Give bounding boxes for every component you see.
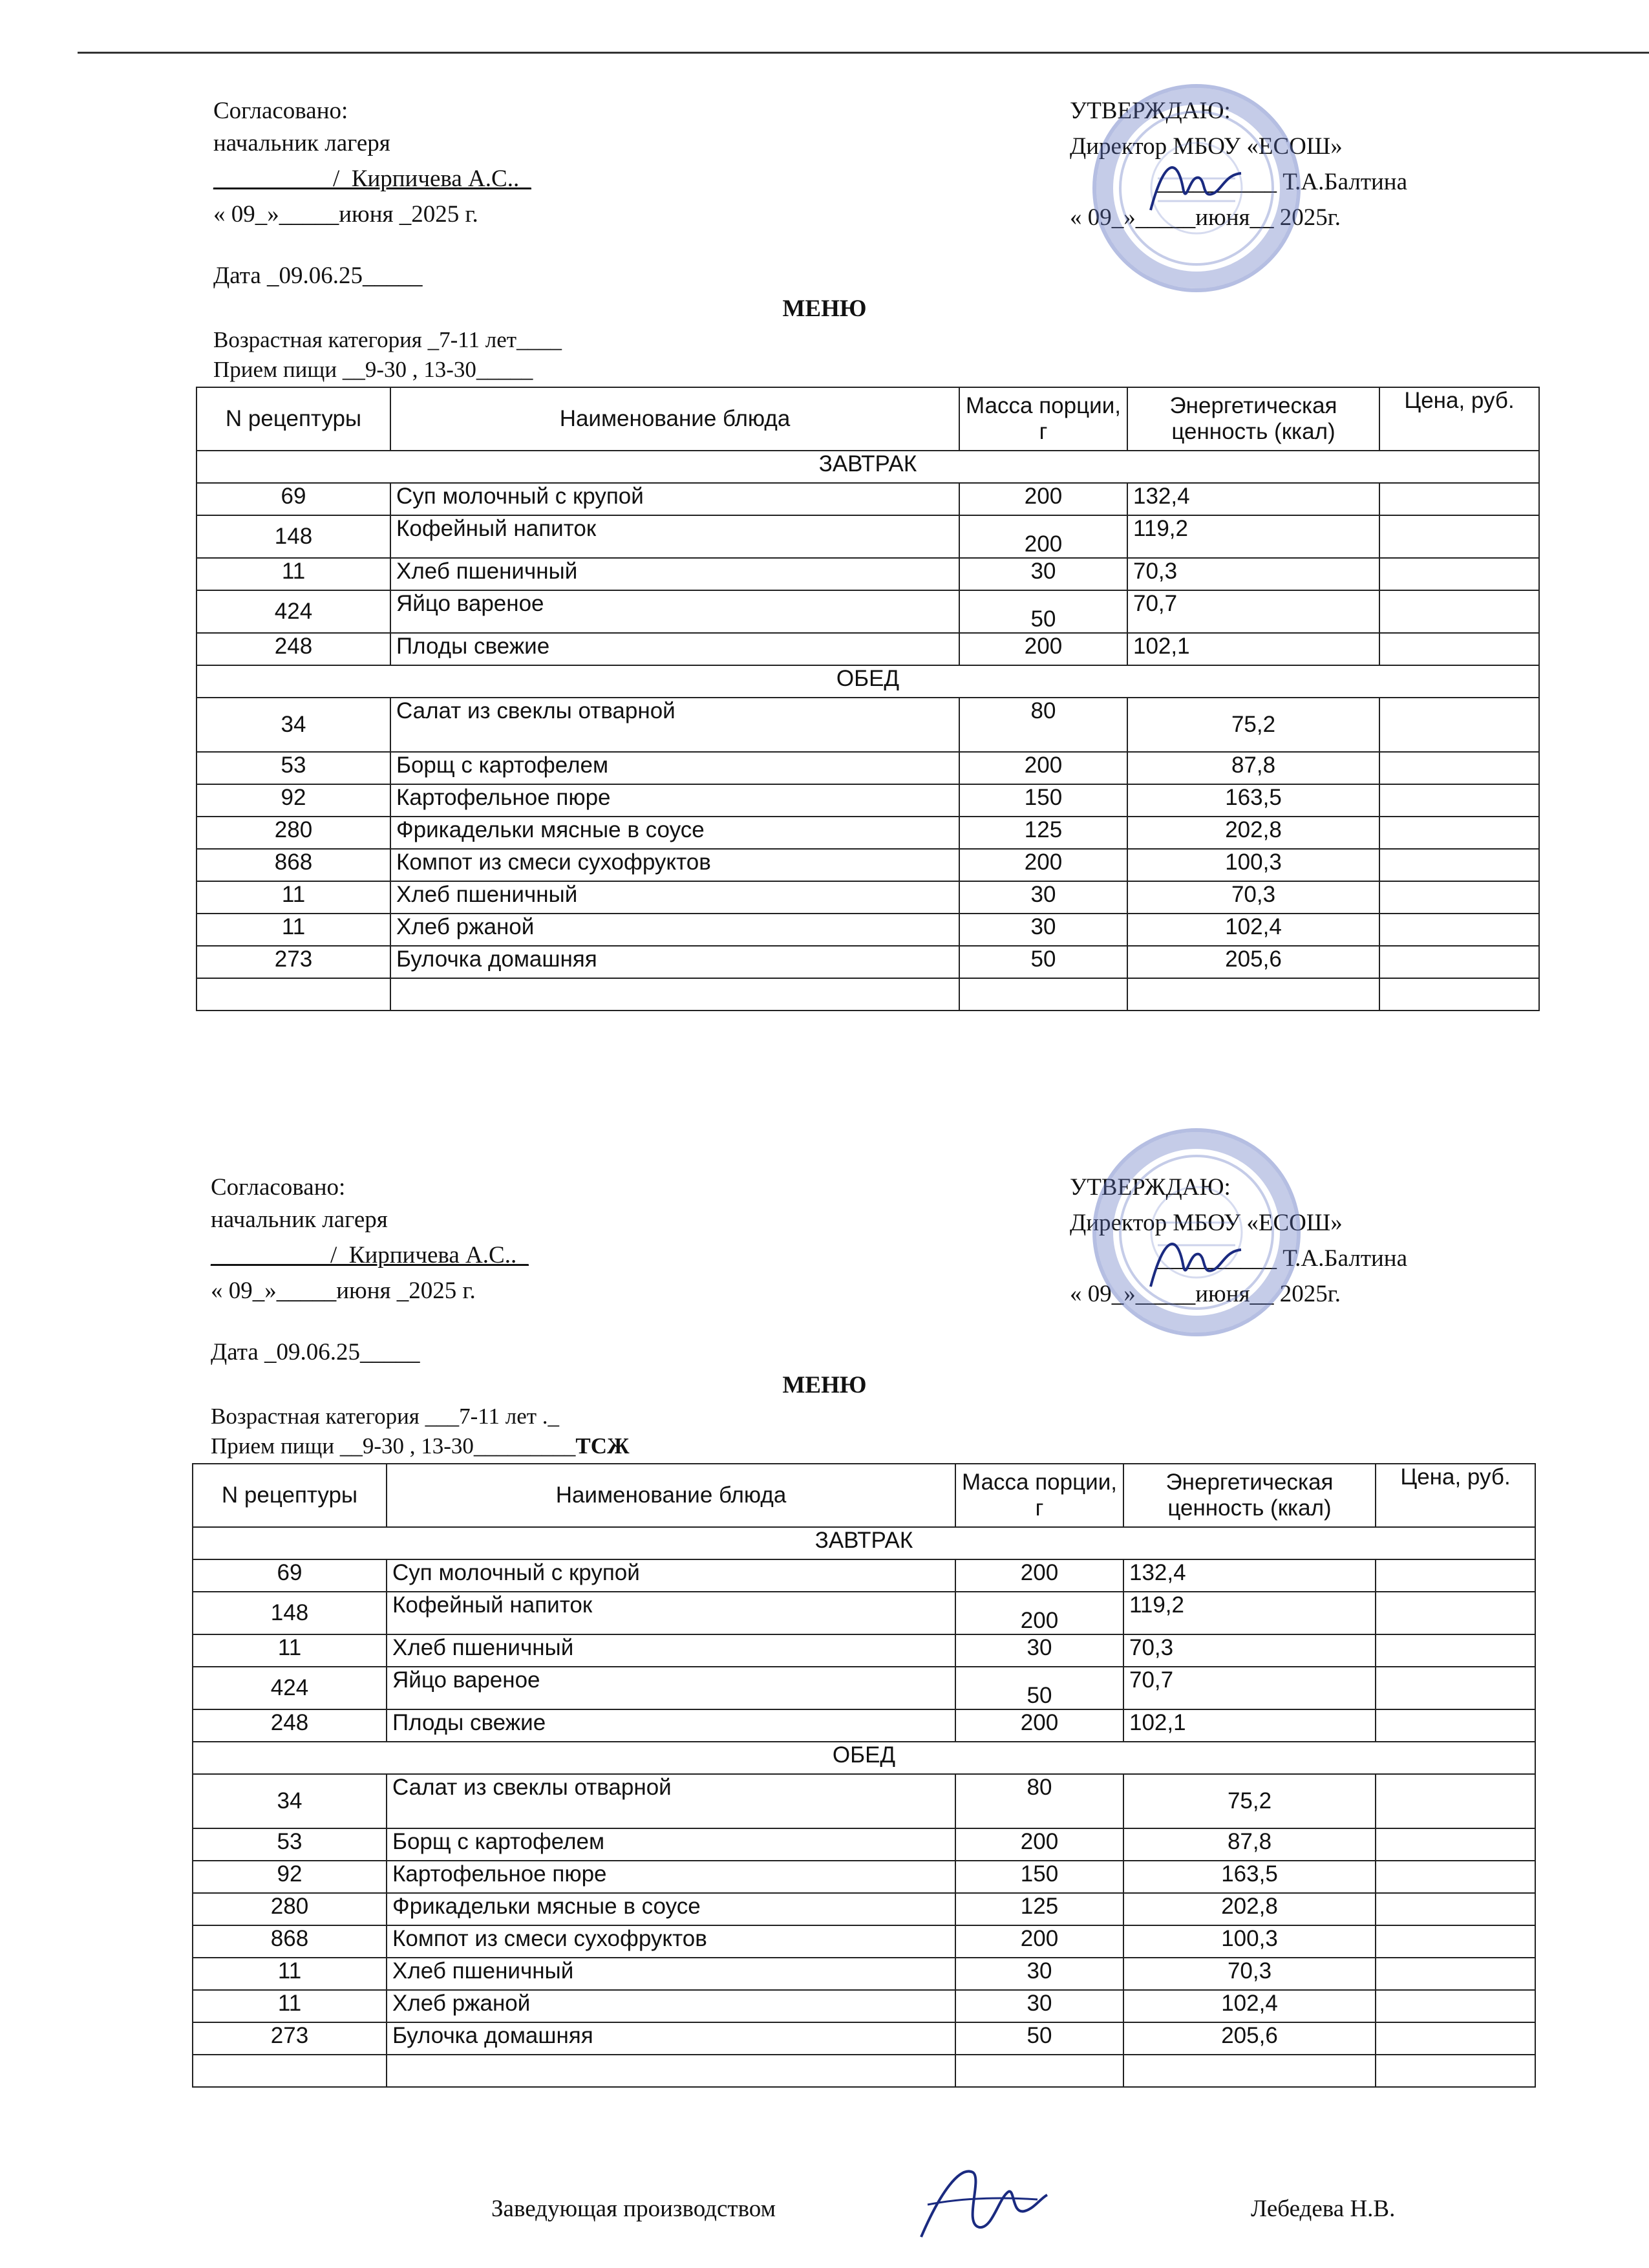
recipe-number: 34 [193, 1774, 387, 1828]
energy-value: 102,4 [1123, 1990, 1376, 2022]
price-value [1376, 1592, 1535, 1634]
dish-name: Плоды свежие [390, 633, 959, 665]
energy-value: 163,5 [1123, 1861, 1376, 1893]
portion-mass: 50 [955, 1667, 1123, 1709]
portion-mass: 200 [955, 1592, 1123, 1634]
section-title: ЗАВТРАК [197, 451, 1539, 483]
recipe-number: 868 [197, 849, 390, 881]
energy-value: 70,3 [1123, 1634, 1376, 1667]
section-row [197, 451, 1539, 483]
table-row [197, 881, 1539, 914]
dish-name: Салат из свеклы отварной [387, 1774, 955, 1828]
energy-value: 102,4 [1127, 914, 1379, 946]
header-price: Цена, руб. [1379, 387, 1539, 451]
approve-role: Директор МБОУ «ЕСОШ» [1070, 1210, 1343, 1236]
recipe-number: 11 [193, 1990, 387, 2022]
header-mass: Масса порции, г [955, 1464, 1123, 1527]
table-row [193, 1990, 1535, 2022]
table-row [193, 1828, 1535, 1861]
recipe-number: 92 [193, 1861, 387, 1893]
portion-mass: 50 [959, 590, 1127, 633]
table-row [193, 1774, 1535, 1828]
table-row [197, 817, 1539, 849]
meal-suffix: ТСЖ [575, 1433, 630, 1459]
section-row [193, 1742, 1535, 1774]
recipe-number: 11 [197, 881, 390, 914]
portion-mass: 200 [955, 1559, 1123, 1592]
recipe-number: 11 [193, 1634, 387, 1667]
dish-name: Хлеб пшеничный [387, 1958, 955, 1990]
approve-label: УТВЕРЖДАЮ: [1070, 98, 1231, 124]
price-value [1376, 1774, 1535, 1828]
empty-cell [955, 2055, 1123, 2087]
portion-mass: 200 [955, 1828, 1123, 1861]
footer-role: Заведующая производством [491, 2196, 776, 2222]
agreed-date-line: « 09_»_____июня _2025 г. [211, 1278, 476, 1304]
table-row [197, 558, 1539, 590]
table-row [197, 946, 1539, 978]
portion-mass: 30 [955, 1958, 1123, 1990]
table-row [193, 2022, 1535, 2055]
meal-time-value: Прием пищи __9-30 , 13-30_________ [211, 1433, 576, 1459]
table-row [193, 1634, 1535, 1667]
energy-value: 119,2 [1123, 1592, 1376, 1634]
recipe-number: 11 [197, 914, 390, 946]
portion-mass: 30 [959, 914, 1127, 946]
empty-cell [387, 2055, 955, 2087]
table-row [193, 1559, 1535, 1592]
section-title: ОБЕД [197, 665, 1539, 698]
portion-mass: 200 [959, 849, 1127, 881]
empty-cell [1127, 978, 1379, 1011]
energy-value: 75,2 [1127, 698, 1379, 752]
recipe-number: 92 [197, 784, 390, 817]
agreed-sign-line: __________/_Кирпичева А.С.._ [211, 1242, 529, 1268]
energy-value: 202,8 [1127, 817, 1379, 849]
dish-name: Суп молочный с крупой [390, 483, 959, 515]
header-energy: Энергетическая ценность (ккал) [1123, 1464, 1376, 1527]
director-signature-icon [1138, 1225, 1254, 1303]
portion-mass: 50 [955, 2022, 1123, 2055]
price-value [1376, 1828, 1535, 1861]
portion-mass: 200 [959, 633, 1127, 665]
menu-sheet-1 [0, 0, 1649, 1060]
price-value [1379, 849, 1539, 881]
table-row [193, 1592, 1535, 1634]
table-row [193, 1667, 1535, 1709]
recipe-number: 11 [193, 1958, 387, 1990]
energy-value: 163,5 [1127, 784, 1379, 817]
price-value [1379, 633, 1539, 665]
price-value [1376, 1667, 1535, 1709]
dish-name: Кофейный напиток [390, 515, 959, 558]
dish-name: Суп молочный с крупой [387, 1559, 955, 1592]
age-category-line: Возрастная категория _7-11 лет____ [213, 327, 562, 352]
energy-value: 102,1 [1123, 1709, 1376, 1742]
recipe-number: 69 [193, 1559, 387, 1592]
date-line: Дата _09.06.25_____ [211, 1339, 420, 1365]
empty-cell [197, 978, 390, 1011]
table-row [193, 1709, 1535, 1742]
price-value [1379, 946, 1539, 978]
price-value [1376, 1990, 1535, 2022]
footer-name: Лебедева Н.В. [1251, 2196, 1396, 2222]
price-value [1376, 1634, 1535, 1667]
dish-name: Хлеб ржаной [390, 914, 959, 946]
price-value [1379, 698, 1539, 752]
dish-name: Плоды свежие [387, 1709, 955, 1742]
recipe-number: 148 [193, 1592, 387, 1634]
price-value [1379, 817, 1539, 849]
energy-value: 75,2 [1123, 1774, 1376, 1828]
table-row [193, 1958, 1535, 1990]
dish-name: Картофельное пюре [387, 1861, 955, 1893]
price-value [1376, 1861, 1535, 1893]
dish-name: Яйцо вареное [387, 1667, 955, 1709]
price-value [1379, 483, 1539, 515]
recipe-number: 248 [193, 1709, 387, 1742]
portion-mass: 150 [959, 784, 1127, 817]
dish-name: Хлеб ржаной [387, 1990, 955, 2022]
recipe-number: 53 [193, 1828, 387, 1861]
recipe-number: 11 [197, 558, 390, 590]
recipe-number: 69 [197, 483, 390, 515]
section-row [193, 1527, 1535, 1559]
approve-role: Директор МБОУ «ЕСОШ» [1070, 133, 1343, 160]
recipe-number: 248 [197, 633, 390, 665]
empty-cell [390, 978, 959, 1011]
agreed-role: начальник лагеря [213, 130, 390, 156]
menu-title: МЕНЮ [782, 295, 867, 322]
energy-value: 87,8 [1123, 1828, 1376, 1861]
table-header-row [197, 387, 1539, 451]
section-title: ЗАВТРАК [193, 1527, 1535, 1559]
agreed-label: Согласовано: [213, 98, 348, 124]
dish-name: Хлеб пшеничный [390, 558, 959, 590]
recipe-number: 273 [197, 946, 390, 978]
meal-time-line: Прием пищи __9-30 , 13-30_____ [213, 357, 533, 382]
table-row [193, 1861, 1535, 1893]
meal-time-line [211, 1432, 630, 1460]
price-value [1379, 881, 1539, 914]
section-row [197, 665, 1539, 698]
recipe-number: 424 [197, 590, 390, 633]
approve-date-line: « 09_»_____июня__ 2025г. [1070, 1281, 1341, 1307]
empty-cell [1123, 2055, 1376, 2087]
portion-mass: 125 [955, 1893, 1123, 1925]
approve-date-line: « 09_»_____июня__ 2025г. [1070, 204, 1341, 231]
portion-mass: 200 [955, 1925, 1123, 1958]
dish-name: Кофейный напиток [387, 1592, 955, 1634]
portion-mass: 30 [955, 1634, 1123, 1667]
dish-name: Компот из смеси сухофруктов [387, 1925, 955, 1958]
price-value [1376, 1958, 1535, 1990]
price-value [1379, 914, 1539, 946]
portion-mass: 30 [959, 558, 1127, 590]
table-row [197, 784, 1539, 817]
header-name: Наименование блюда [387, 1464, 955, 1527]
approve-sign-line: __________ Т.А.Балтина [1157, 1245, 1408, 1272]
approve-label: УТВЕРЖДАЮ: [1070, 1174, 1231, 1201]
energy-value: 70,3 [1127, 881, 1379, 914]
energy-value: 205,6 [1127, 946, 1379, 978]
menu-table [192, 1463, 1536, 2088]
portion-mass: 125 [959, 817, 1127, 849]
table-row [193, 1893, 1535, 1925]
price-value [1379, 752, 1539, 784]
energy-value: 70,3 [1123, 1958, 1376, 1990]
energy-value: 119,2 [1127, 515, 1379, 558]
header-mass: Масса порции, г [959, 387, 1127, 451]
table-row [197, 752, 1539, 784]
dish-name: Борщ с картофелем [390, 752, 959, 784]
empty-cell [1379, 978, 1539, 1011]
table-row [197, 590, 1539, 633]
table-row [197, 914, 1539, 946]
price-value [1376, 1925, 1535, 1958]
empty-cell [1376, 2055, 1535, 2087]
header-recipe: N рецептуры [197, 387, 390, 451]
dish-name: Хлеб пшеничный [387, 1634, 955, 1667]
section-title: ОБЕД [193, 1742, 1535, 1774]
energy-value: 100,3 [1123, 1925, 1376, 1958]
energy-value: 87,8 [1127, 752, 1379, 784]
dish-name: Фрикадельки мясные в соусе [390, 817, 959, 849]
header-energy: Энергетическая ценность (ккал) [1127, 387, 1379, 451]
energy-value: 70,3 [1127, 558, 1379, 590]
header-name: Наименование блюда [390, 387, 959, 451]
dish-name: Компот из смеси сухофруктов [390, 849, 959, 881]
menu-sheet-2 [0, 1076, 1649, 2137]
recipe-number: 34 [197, 698, 390, 752]
portion-mass: 200 [959, 752, 1127, 784]
dish-name: Фрикадельки мясные в соусе [387, 1893, 955, 1925]
dish-name: Борщ с картофелем [387, 1828, 955, 1861]
energy-value: 102,1 [1127, 633, 1379, 665]
empty-row [193, 2055, 1535, 2087]
table-row [197, 483, 1539, 515]
approve-sign-line: __________ Т.А.Балтина [1157, 169, 1408, 195]
dish-name: Салат из свеклы отварной [390, 698, 959, 752]
energy-value: 70,7 [1123, 1667, 1376, 1709]
dish-name: Яйцо вареное [390, 590, 959, 633]
menu-table [196, 387, 1540, 1011]
portion-mass: 30 [955, 1990, 1123, 2022]
table-header-row [193, 1464, 1535, 1527]
date-line: Дата _09.06.25_____ [213, 262, 423, 289]
energy-value: 100,3 [1127, 849, 1379, 881]
table-row [197, 698, 1539, 752]
table-row [193, 1925, 1535, 1958]
portion-mass: 30 [959, 881, 1127, 914]
recipe-number: 424 [193, 1667, 387, 1709]
table-row [197, 849, 1539, 881]
energy-value: 132,4 [1123, 1559, 1376, 1592]
dish-name: Булочка домашняя [390, 946, 959, 978]
recipe-number: 273 [193, 2022, 387, 2055]
header-recipe: N рецептуры [193, 1464, 387, 1527]
age-category-line: Возрастная категория ___7-11 лет ._ [211, 1404, 560, 1429]
energy-value: 202,8 [1123, 1893, 1376, 1925]
production-head-signature-icon [902, 2153, 1050, 2250]
price-value [1376, 1709, 1535, 1742]
portion-mass: 80 [955, 1774, 1123, 1828]
recipe-number: 280 [197, 817, 390, 849]
dish-name: Картофельное пюре [390, 784, 959, 817]
portion-mass: 200 [959, 483, 1127, 515]
agreed-sign-line: __________/_Кирпичева А.С.._ [213, 166, 531, 192]
price-value [1379, 784, 1539, 817]
energy-value: 205,6 [1123, 2022, 1376, 2055]
agreed-label: Согласовано: [211, 1174, 346, 1201]
recipe-number: 148 [197, 515, 390, 558]
price-value [1379, 590, 1539, 633]
dish-name: Булочка домашняя [387, 2022, 955, 2055]
empty-cell [193, 2055, 387, 2087]
price-value [1376, 2022, 1535, 2055]
empty-row [197, 978, 1539, 1011]
price-value [1376, 1559, 1535, 1592]
portion-mass: 200 [955, 1709, 1123, 1742]
header-price: Цена, руб. [1376, 1464, 1535, 1527]
energy-value: 132,4 [1127, 483, 1379, 515]
energy-value: 70,7 [1127, 590, 1379, 633]
recipe-number: 868 [193, 1925, 387, 1958]
empty-cell [959, 978, 1127, 1011]
menu-title: МЕНЮ [782, 1372, 867, 1398]
portion-mass: 80 [959, 698, 1127, 752]
table-row [197, 515, 1539, 558]
price-value [1376, 1893, 1535, 1925]
agreed-role: начальник лагеря [211, 1206, 388, 1233]
agreed-date-line: « 09_»_____июня _2025 г. [213, 201, 478, 228]
table-row [197, 633, 1539, 665]
portion-mass: 200 [959, 515, 1127, 558]
recipe-number: 280 [193, 1893, 387, 1925]
price-value [1379, 558, 1539, 590]
dish-name: Хлеб пшеничный [390, 881, 959, 914]
director-signature-icon [1138, 149, 1254, 226]
recipe-number: 53 [197, 752, 390, 784]
portion-mass: 150 [955, 1861, 1123, 1893]
portion-mass: 50 [959, 946, 1127, 978]
price-value [1379, 515, 1539, 558]
